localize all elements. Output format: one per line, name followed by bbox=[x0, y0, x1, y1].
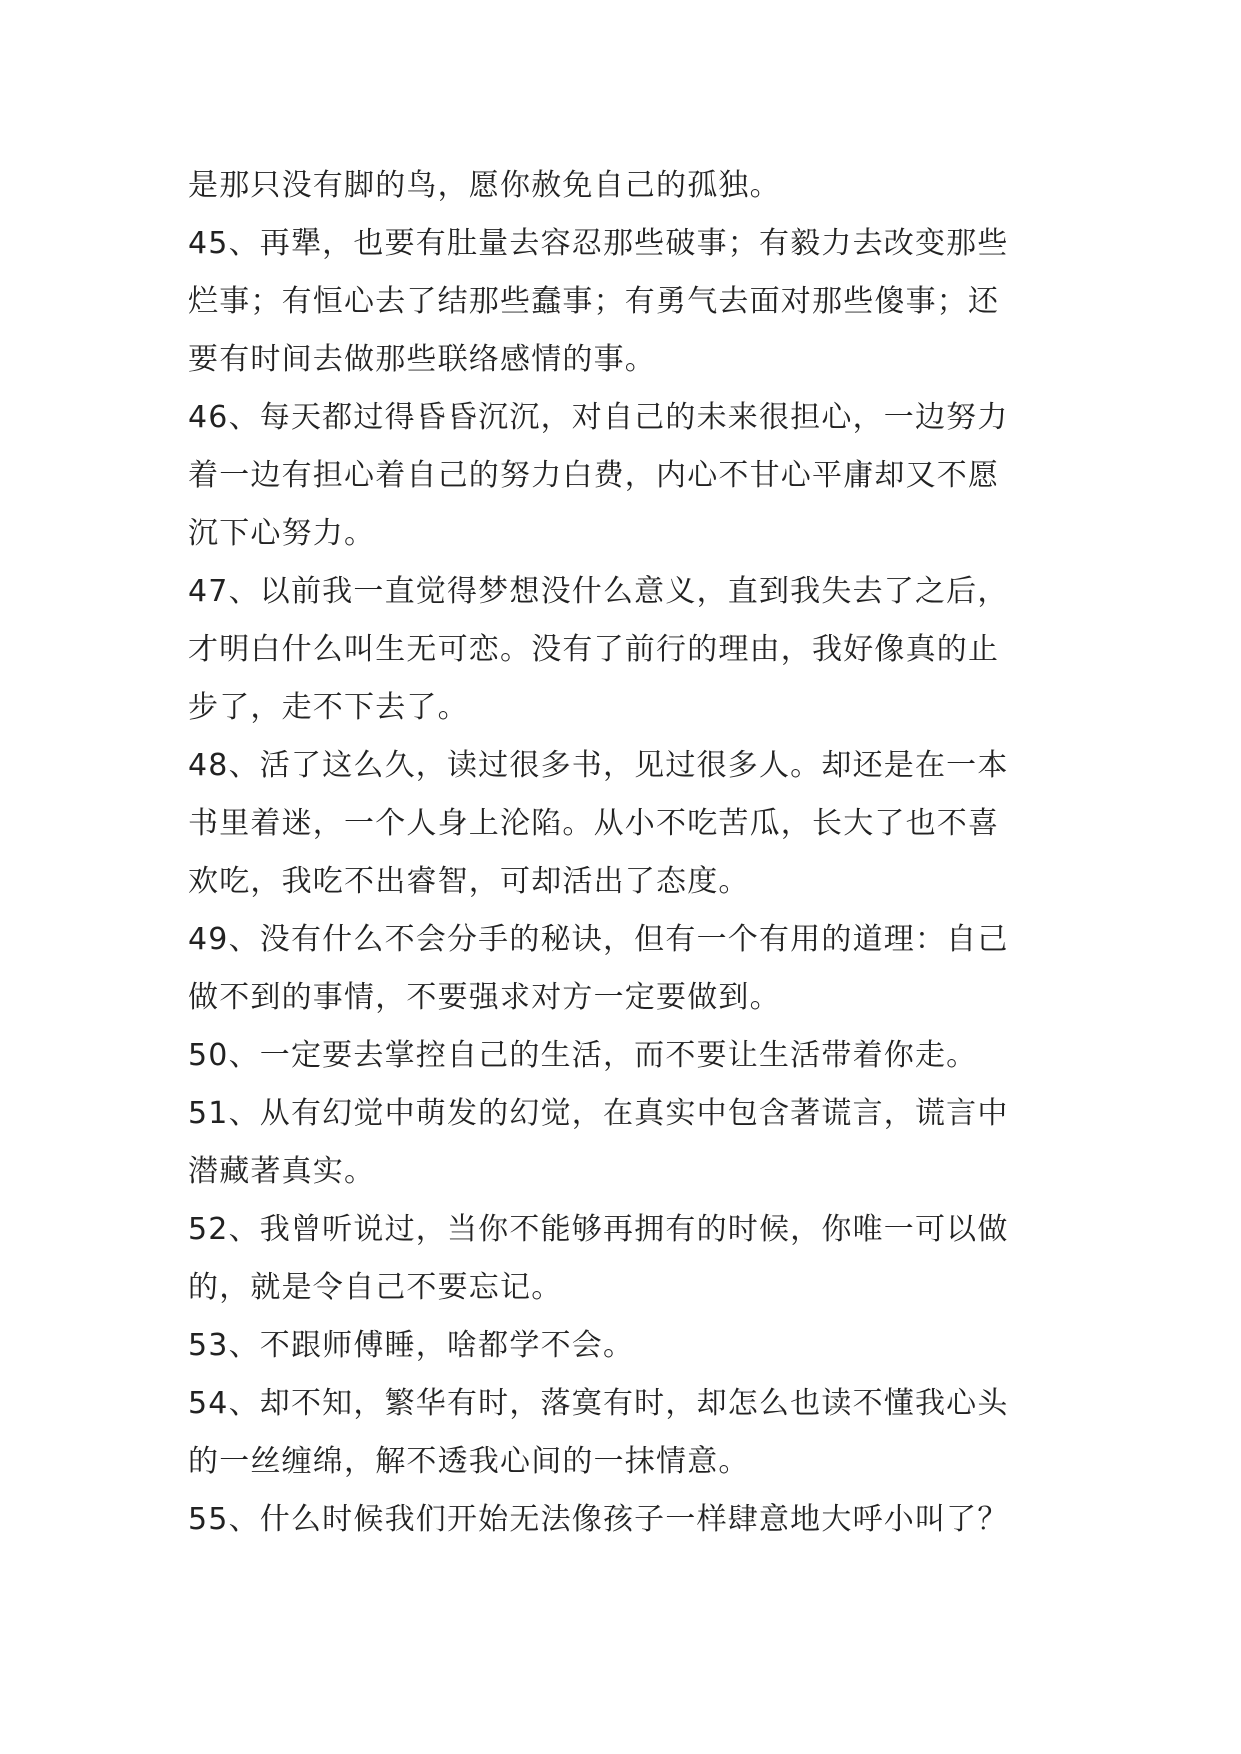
text-line: 潜藏著真实。 bbox=[188, 1154, 376, 1189]
text-line: 46、每天都过得昏昏沉沉，对自己的未来很担心，一边努力 bbox=[188, 400, 1009, 435]
text-line: 要有时间去做那些联络感情的事。 bbox=[188, 342, 656, 377]
text-line: 烂事；有恒心去了结那些蠢事；有勇气去面对那些傻事；还 bbox=[188, 284, 1000, 319]
text-line: 51、从有幻觉中萌发的幻觉，在真实中包含著谎言，谎言中 bbox=[188, 1096, 1009, 1131]
text-line: 48、活了这么久，读过很多书，见过很多人。却还是在一本 bbox=[188, 748, 1009, 783]
text-line: 步了，走不下去了。 bbox=[188, 690, 469, 725]
text-line: 才明白什么叫生无可恋。没有了前行的理由，我好像真的止 bbox=[188, 632, 1000, 667]
text-line: 50、一定要去掌控自己的生活，而不要让生活带着你走。 bbox=[188, 1038, 978, 1073]
text-line: 是那只没有脚的鸟，愿你赦免自己的孤独。 bbox=[188, 168, 781, 203]
text-line: 的一丝缠绵，解不透我心间的一抹情意。 bbox=[188, 1444, 750, 1479]
text-line: 45、再犟，也要有肚量去容忍那些破事；有毅力去改变那些 bbox=[188, 226, 1009, 261]
document-body bbox=[188, 157, 1098, 1549]
text-line: 54、却不知，繁华有时，落寞有时，却怎么也读不懂我心头 bbox=[188, 1386, 1009, 1421]
text-line: 沉下心努力。 bbox=[188, 516, 376, 551]
text-line: 47、以前我一直觉得梦想没什么意义，直到我失去了之后， bbox=[188, 574, 1009, 609]
text-line: 53、不跟师傅睡，啥都学不会。 bbox=[188, 1328, 635, 1363]
text-line: 做不到的事情，不要强求对方一定要做到。 bbox=[188, 980, 781, 1015]
text-line: 52、我曾听说过，当你不能够再拥有的时候，你唯一可以做 bbox=[188, 1212, 1009, 1247]
text-line: 着一边有担心着自己的努力白费，内心不甘心平庸却又不愿 bbox=[188, 458, 1000, 493]
text-line: 49、没有什么不会分手的秘诀，但有一个有用的道理：自己 bbox=[188, 922, 1009, 957]
text-line: 欢吃，我吃不出睿智，可却活出了态度。 bbox=[188, 864, 750, 899]
text-line: 书里着迷，一个人身上沦陷。从小不吃苦瓜，长大了也不喜 bbox=[188, 806, 1000, 841]
text-line: 55、什么时候我们开始无法像孩子一样肆意地大呼小叫了？ bbox=[188, 1502, 1009, 1537]
text-line: 的，就是令自己不要忘记。 bbox=[188, 1270, 563, 1305]
